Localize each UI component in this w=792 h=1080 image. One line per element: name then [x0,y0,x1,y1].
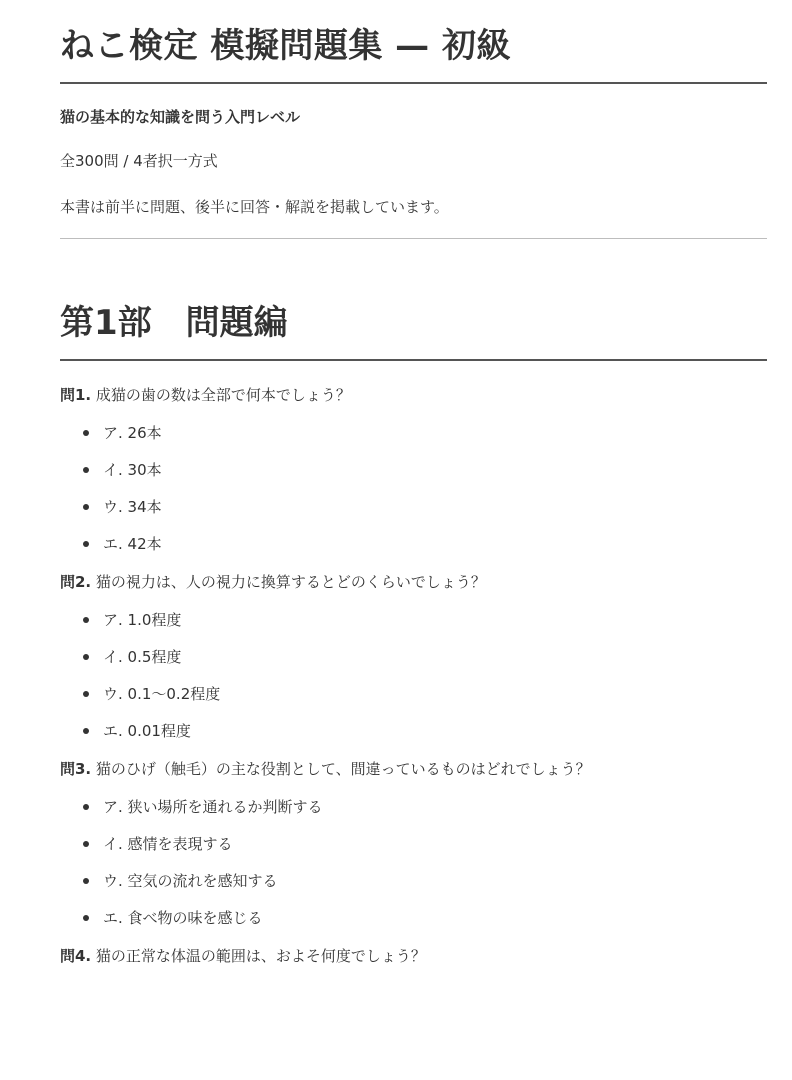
choice-label: ア. 26本 [103,424,162,442]
choice-item [60,907,767,929]
bullet-icon [83,541,89,547]
bullet-icon [83,430,89,436]
question-2 [60,571,767,593]
choice-list-2 [60,609,767,742]
bullet-icon [83,804,89,810]
question-number: 問3. [60,760,92,778]
bullet-icon [83,691,89,697]
document-subtitle: 猫の基本的な知識を問う入門レベル [60,108,301,126]
document-meta: 全300問 / 4者択一方式 [60,152,218,170]
bullet-icon [83,915,89,921]
choice-label: イ. 30本 [103,461,162,479]
bullet-icon [83,467,89,473]
choice-label: イ. 0.5程度 [103,648,182,666]
document-title: ねこ検定 模擬問題集 — 初級 [60,26,512,66]
choice-label: ウ. 0.1〜0.2程度 [103,685,221,703]
choice-list-3 [60,796,767,929]
question-number: 問1. [60,386,92,404]
choice-label: エ. 食べ物の味を感じる [103,909,263,927]
choice-item [60,422,767,444]
question-text: 猫の視力は、人の視力に換算するとどのくらいでしょう？ [95,573,486,591]
bullet-icon [83,878,89,884]
choice-label: ア. 狭い場所を通れるか判断する [103,798,323,816]
choice-item [60,646,767,668]
question-3 [60,758,767,780]
choice-label: ア. 1.0程度 [103,611,182,629]
choice-label: イ. 感情を表現する [103,835,233,853]
choice-item [60,833,767,855]
choice-item [60,609,767,631]
choice-label: エ. 0.01程度 [103,722,191,740]
title-divider [60,82,767,84]
question-4 [60,945,767,967]
choice-item [60,496,767,518]
bullet-icon [83,617,89,623]
question-text: 猫のひげ（触毛）の主な役割として、間違っているものはどれでしょう？ [95,760,591,778]
question-text: 成猫の歯の数は全部で何本でしょう？ [95,386,351,404]
choice-label: ウ. 空気の流れを感知する [103,872,278,890]
choice-list-1 [60,422,767,555]
bullet-icon [83,504,89,510]
choice-label: ウ. 34本 [103,498,162,516]
bullet-icon [83,654,89,660]
choice-item [60,459,767,481]
bullet-icon [83,841,89,847]
choice-item [60,796,767,818]
choice-item [60,720,767,742]
question-text: 猫の正常な体温の範囲は、およそ何度でしょう？ [95,947,426,965]
part-title: 第1部 問題編 [60,303,288,343]
choice-item [60,870,767,892]
choice-item [60,683,767,705]
question-1 [60,384,767,406]
choice-item [60,533,767,555]
bullet-icon [83,728,89,734]
part-divider [60,359,767,361]
question-number: 問2. [60,573,92,591]
question-number: 問4. [60,947,92,965]
choice-label: エ. 42本 [103,535,162,553]
document-note: 本書は前半に問題、後半に回答・解説を掲載しています。 [60,198,449,216]
